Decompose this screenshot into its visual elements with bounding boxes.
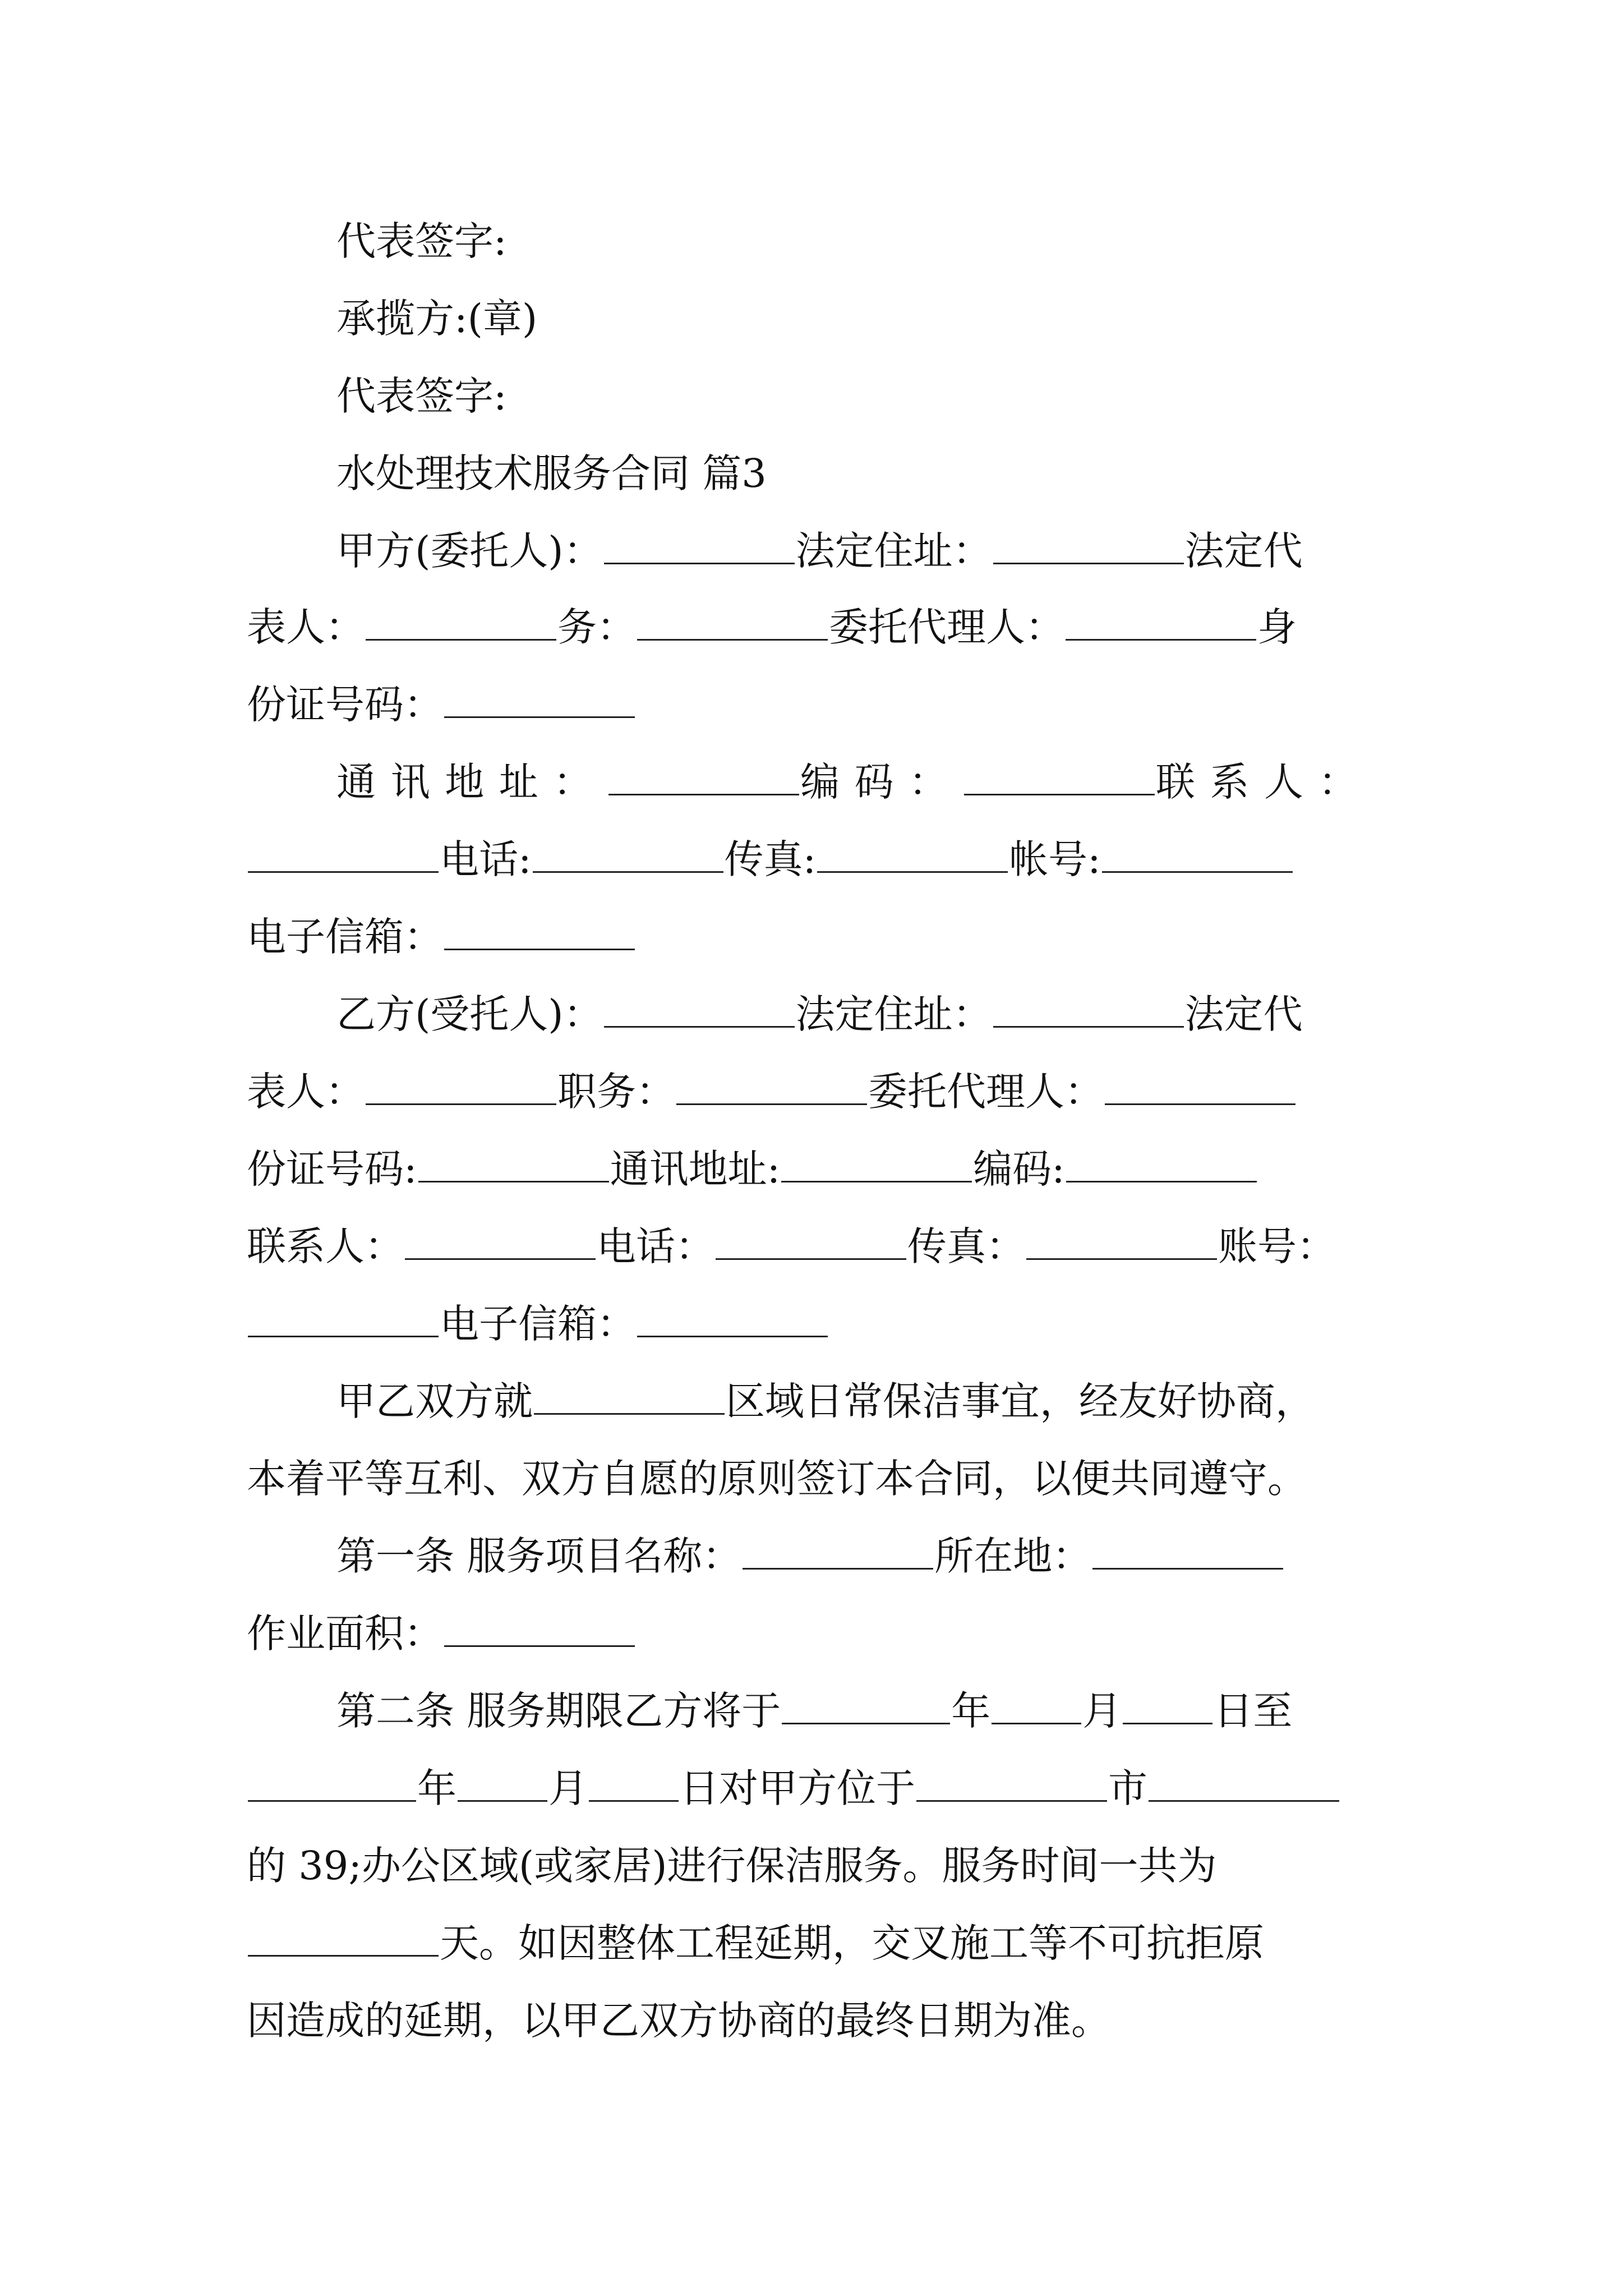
party-b-name-blank xyxy=(604,991,795,1028)
party-b-line-1 xyxy=(247,986,1380,1042)
party-b-account-blank xyxy=(248,1301,439,1337)
party-a-id-label: 份证号码： xyxy=(247,682,443,728)
party-b-position-label: 职务： xyxy=(557,1069,675,1115)
party-a-line-4 xyxy=(247,754,1380,810)
party-a-postcode-blank xyxy=(964,759,1155,795)
article-2-line-4 xyxy=(247,1915,1380,1971)
party-b-comm-address-blank xyxy=(781,1146,972,1182)
article-2-start-year: 年 xyxy=(951,1688,991,1734)
party-a-line-5 xyxy=(247,831,1380,887)
article-1-location-label: 所在地： xyxy=(934,1533,1092,1579)
party-b-address-label: 法定住址： xyxy=(795,991,992,1037)
article-1-line-2 xyxy=(247,1605,1380,1662)
party-a-account-label: 帐号: xyxy=(1009,836,1101,882)
party-a-id-blank xyxy=(444,682,635,718)
rep-sign-label-1: 代表签字: xyxy=(336,218,507,264)
party-b-fax-label: 传真： xyxy=(907,1223,1025,1269)
party-a-contact-label: 联系人： xyxy=(1155,759,1373,805)
contractor-line xyxy=(247,291,1380,347)
party-a-line-1 xyxy=(247,523,1380,579)
article-2-start-month-blank xyxy=(992,1688,1081,1724)
article-2-start-month: 月 xyxy=(1082,1688,1122,1734)
article-2-day-to: 日至 xyxy=(1214,1688,1293,1734)
party-a-address-blank xyxy=(993,528,1184,564)
party-b-line-3 xyxy=(247,1141,1380,1197)
article-1-line-1 xyxy=(247,1528,1380,1584)
article-1-location-blank xyxy=(1092,1533,1283,1570)
party-a-agent-label: 委托代理人： xyxy=(829,604,1064,650)
article-2-line-5-text: 因造成的延期，以甲乙双方协商的最终日期为准。 xyxy=(247,1998,1110,2044)
article-1-name-blank xyxy=(743,1533,933,1570)
party-b-phone-label: 电话： xyxy=(597,1223,714,1269)
party-a-label: 甲方(委托人)： xyxy=(336,528,603,574)
party-a-name-blank xyxy=(604,528,795,564)
party-a-email-blank xyxy=(444,914,635,950)
party-b-contact-blank xyxy=(405,1223,596,1260)
party-b-line-5 xyxy=(247,1296,1380,1352)
party-b-comm-address-label: 通讯地址: xyxy=(610,1146,781,1192)
party-b-legal-rep-suffix: 表人： xyxy=(247,1069,365,1115)
party-a-line-3 xyxy=(247,677,1380,733)
article-2-line-1 xyxy=(247,1683,1380,1739)
party-a-comm-address-label: 通讯地址： xyxy=(336,759,607,805)
party-b-postcode-label: 编码: xyxy=(973,1146,1065,1192)
preamble-area-blank xyxy=(534,1378,725,1415)
article-1-label: 第一条 服务项目名称： xyxy=(336,1533,742,1579)
article-2-city: 市 xyxy=(1108,1765,1147,1811)
party-a-id-prefix: 身 xyxy=(1257,604,1297,650)
article-2-label: 第二条 服务期限乙方将于 xyxy=(336,1688,781,1734)
party-b-line-2 xyxy=(247,1064,1380,1120)
article-2-line-2 xyxy=(247,1760,1380,1816)
article-2-line-3-text: 的 39;办公区域(或家居)进行保洁服务。服务时间一共为 xyxy=(247,1843,1217,1889)
article-2-end-day-blank xyxy=(589,1765,679,1802)
party-b-address-blank xyxy=(993,991,1184,1028)
party-b-id-blank xyxy=(418,1146,609,1182)
preamble-line-2 xyxy=(247,1451,1380,1507)
rep-sign-line-2 xyxy=(247,368,1380,424)
article-2-line-3 xyxy=(247,1838,1380,1894)
preamble-line-2-text: 本着平等互利、双方自愿的原则签订本合同，以便共同遵守。 xyxy=(247,1456,1307,1502)
party-b-legal-rep-blank xyxy=(366,1069,556,1105)
party-a-position-blank xyxy=(637,604,828,641)
party-b-contact-label: 联系人： xyxy=(247,1223,404,1269)
article-2-line-5 xyxy=(247,1993,1380,2049)
party-a-account-blank xyxy=(1102,836,1293,873)
article-2-place-blank xyxy=(1149,1765,1339,1802)
rep-sign-label-2: 代表签字: xyxy=(336,373,507,419)
article-1-area-blank xyxy=(444,1611,635,1647)
preamble-line-1 xyxy=(247,1373,1380,1429)
party-b-email-label: 电子信箱： xyxy=(440,1301,636,1347)
party-b-legal-rep-prefix: 法定代 xyxy=(1184,991,1303,1037)
party-b-account-label: 账号： xyxy=(1218,1223,1336,1269)
party-a-email-label: 电子信箱： xyxy=(247,914,443,960)
party-b-agent-label: 委托代理人： xyxy=(868,1069,1104,1115)
party-b-agent-blank xyxy=(1105,1069,1295,1105)
party-a-address-label: 法定住址： xyxy=(795,528,992,574)
party-a-contact-blank xyxy=(248,836,439,873)
party-a-phone-blank xyxy=(533,836,723,873)
preamble-part-1: 甲乙双方就 xyxy=(336,1378,533,1424)
party-a-agent-blank xyxy=(1066,604,1256,641)
section-title-text: 水处理技术服务合同 篇3 xyxy=(336,450,767,496)
article-2-days-text: 天。如因整体工程延期，交叉施工等不可抗拒原 xyxy=(440,1920,1264,1966)
article-1-area-label: 作业面积： xyxy=(247,1611,443,1657)
article-2-end-month-blank xyxy=(458,1765,547,1802)
party-b-label: 乙方(受托人)： xyxy=(336,991,603,1037)
party-a-line-2 xyxy=(247,599,1380,655)
party-b-email-blank xyxy=(637,1301,828,1337)
party-a-fax-label: 传真: xyxy=(724,836,817,882)
party-b-postcode-blank xyxy=(1066,1146,1257,1182)
party-a-postcode-label: 编码： xyxy=(800,759,963,805)
party-b-phone-blank xyxy=(716,1223,906,1260)
party-a-phone-label: 电话: xyxy=(440,836,532,882)
preamble-part-2: 区域日常保洁事宜，经友好协商， xyxy=(726,1378,1315,1424)
party-a-fax-blank xyxy=(817,836,1008,873)
party-a-legal-rep-blank xyxy=(366,604,556,641)
party-a-position-label: 务： xyxy=(557,604,636,650)
article-2-city-blank xyxy=(916,1765,1107,1802)
party-b-position-blank xyxy=(676,1069,867,1105)
article-2-end-month: 月 xyxy=(548,1765,588,1811)
party-b-fax-blank xyxy=(1026,1223,1217,1260)
party-a-line-6 xyxy=(247,909,1380,965)
section-title xyxy=(247,445,1380,501)
article-2-start-day-blank xyxy=(1123,1688,1212,1724)
article-2-end-year: 年 xyxy=(417,1765,457,1811)
contractor-label: 承揽方:(章) xyxy=(336,296,538,342)
party-b-id-label: 份证号码: xyxy=(247,1146,417,1192)
article-2-days-blank xyxy=(248,1920,439,1957)
article-2-start-year-blank xyxy=(782,1688,950,1724)
party-a-comm-address-blank xyxy=(608,759,799,795)
party-a-legal-rep-suffix: 表人： xyxy=(247,604,365,650)
party-a-legal-rep-prefix: 法定代 xyxy=(1184,528,1303,574)
rep-sign-line-1 xyxy=(247,213,1380,269)
article-2-end-year-blank xyxy=(248,1765,416,1802)
party-b-line-4 xyxy=(247,1218,1380,1274)
article-2-day-for: 日对甲方位于 xyxy=(680,1765,915,1811)
